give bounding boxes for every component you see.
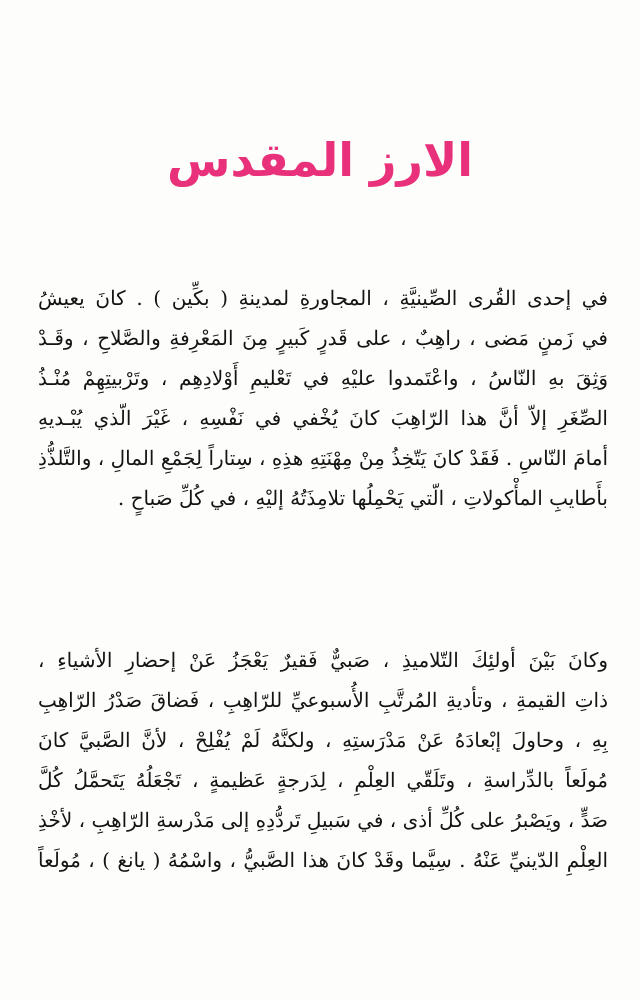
text-line: في زَمنٍ مَضى ، راهِبٌ ، على قَدرٍ كَبيرٍ مِنَ المَعْرِفةِ والصَّلاحِ ، وقَـدْ bbox=[38, 326, 608, 350]
text-line: في إحدى القُرى الصِّينيَّةِ ، المجاورةِ لمدينةِ ( بكِّين ) . كانَ يعيشُ bbox=[38, 286, 608, 310]
paragraph-1 bbox=[38, 278, 608, 518]
text-line: صَدٍّ ، ويَصْبرُ على كُلِّ أذى ، في سَبيلِ تَردُّدِهِ إلى مَدْرسةِ الرّاهِبِ ، لأخْذِ bbox=[38, 808, 608, 832]
chapter-title: الارز المقدس bbox=[166, 133, 474, 187]
text-line: بِهِ ، وحاولَ إبْعادَهُ عَنْ مَدْرَستِهِ ، ولكنَّهُ لَمْ يُفْلِحْ ، لأنَّ الصَّبيَّ كانَ bbox=[38, 728, 608, 752]
text-line: مُولَعاً بالدِّراسةِ ، وتَلَقّي العِلْمِ ، لِدَرجةٍ عَظيمةٍ ، تَجْعَلُهُ يَتَحمَّلُ كُلَّ bbox=[38, 768, 608, 792]
text-line: وكانَ بَيْنَ أولئِكَ التّلاميذِ ، صَبيٌّ فَقيرٌ يَعْجَزُ عَنْ إحضارِ الأشياءِ ، bbox=[38, 648, 608, 672]
text-line: العِلْمِ الدّينيِّ عَنْهُ . سِيَّما وقَدْ كانَ هذا الصَّبيُّ ، واسْمُهُ ( يانغ ) ، مُولَعاً bbox=[38, 848, 608, 872]
text-line: وَثِقَ بهِ النّاسُ ، واعْتَمدوا عليْهِ في تَعْليمِ أَوْلادِهِم ، وتَرْبيتِهِمْ مُنْـذُ bbox=[38, 366, 608, 390]
paragraph-2 bbox=[38, 640, 608, 880]
text-line: بأَطايبِ المأْكولاتِ ، الّتي يَحْمِلُها تلامِذَتُهُ إليْهِ ، في كُلِّ صَباحٍ . bbox=[117, 486, 608, 510]
text-line: أمامَ النّاسِ . فَقَدْ كانَ يَتّخِذُ مِنْ مِهْنَتِهِ هذِهِ ، سِتاراً لِجَمْعِ المالِ ، والتَّلذُّذِ bbox=[38, 446, 608, 470]
text-line: ذاتِ القيمةِ ، وتأديةِ المُرتَّبِ الأُسبوعيِّ للرّاهِبِ ، فَضاقَ صَدْرُ الرّاهِبِ bbox=[38, 688, 608, 712]
text-line: الصِّغَرِ إلاّ أنَّ هذا الرّاهِبَ كانَ يُخْفي في نَفْسِهِ ، غَيْرَ الّذي يُبْـديهِ bbox=[38, 406, 608, 430]
